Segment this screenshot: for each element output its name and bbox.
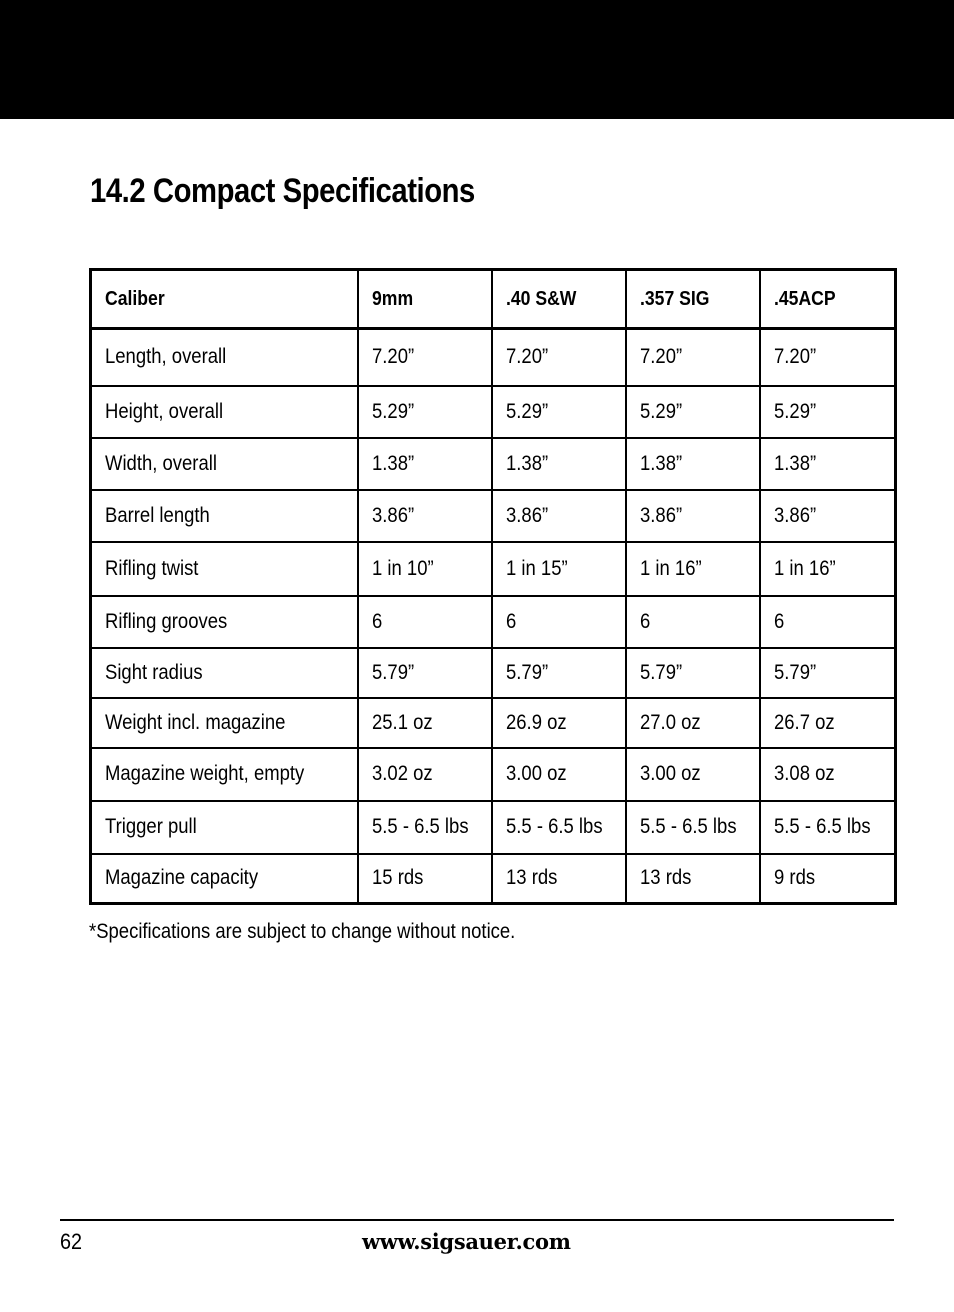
table-cell: 27.0 oz xyxy=(626,698,760,748)
row-label-cell: Magazine weight, empty xyxy=(91,748,358,801)
row-label-cell: Sight radius xyxy=(91,648,358,698)
table-cell: 6 xyxy=(492,596,626,648)
table-cell: 9 rds xyxy=(760,854,896,904)
header-cell: Caliber xyxy=(91,270,358,329)
table-cell: 13 rds xyxy=(492,854,626,904)
table-cell: 3.02 oz xyxy=(358,748,492,801)
page-number: 62 xyxy=(60,1229,83,1254)
row-label-cell: Width, overall xyxy=(91,438,358,490)
table-cell: 7.20” xyxy=(492,329,626,386)
table-cell: 5.5 - 6.5 lbs xyxy=(492,801,626,854)
table-row xyxy=(91,748,896,801)
table-cell: 3.00 oz xyxy=(626,748,760,801)
table-row xyxy=(91,438,896,490)
table-cell: 3.86” xyxy=(492,490,626,542)
table-cell: 5.5 - 6.5 lbs xyxy=(626,801,760,854)
row-label-cell: Magazine capacity xyxy=(91,854,358,904)
header-cell: .40 S&W xyxy=(492,270,626,329)
table-cell: 6 xyxy=(358,596,492,648)
table-cell: 15 rds xyxy=(358,854,492,904)
header-band xyxy=(0,0,954,119)
row-label-cell: Rifling twist xyxy=(91,542,358,596)
table-row xyxy=(91,329,896,386)
table-cell: 26.9 oz xyxy=(492,698,626,748)
table-cell: 5.29” xyxy=(358,386,492,438)
table-cell: 7.20” xyxy=(760,329,896,386)
table-cell: 3.86” xyxy=(626,490,760,542)
row-label-cell: Trigger pull xyxy=(91,801,358,854)
row-label-cell: Barrel length xyxy=(91,490,358,542)
table-cell: 26.7 oz xyxy=(760,698,896,748)
header-cell: .357 SIG xyxy=(626,270,760,329)
table-cell: 7.20” xyxy=(626,329,760,386)
table-cell: 1.38” xyxy=(358,438,492,490)
table-cell: 13 rds xyxy=(626,854,760,904)
table-cell: 5.29” xyxy=(492,386,626,438)
table-row xyxy=(91,386,896,438)
table-cell: 25.1 oz xyxy=(358,698,492,748)
table-row xyxy=(91,542,896,596)
table-cell: 5.5 - 6.5 lbs xyxy=(760,801,896,854)
specifications-table xyxy=(89,268,897,905)
table-cell: 1.38” xyxy=(492,438,626,490)
table-cell: 1 in 15” xyxy=(492,542,626,596)
table-header-row xyxy=(91,270,896,329)
table-cell: 3.08 oz xyxy=(760,748,896,801)
header-cell: 9mm xyxy=(358,270,492,329)
row-label-cell: Height, overall xyxy=(91,386,358,438)
table-row xyxy=(91,698,896,748)
footer-divider xyxy=(60,1219,894,1221)
row-label-cell: Rifling grooves xyxy=(91,596,358,648)
table-cell: 6 xyxy=(760,596,896,648)
table-cell: 5.29” xyxy=(626,386,760,438)
row-label-cell: Length, overall xyxy=(91,329,358,386)
row-label-cell: Weight incl. magazine xyxy=(91,698,358,748)
table-row xyxy=(91,854,896,904)
footnote: *Specifications are subject to change without notice. xyxy=(89,920,516,943)
table-cell: 1 in 16” xyxy=(760,542,896,596)
table-row xyxy=(91,596,896,648)
table-row xyxy=(91,648,896,698)
table-cell: 3.86” xyxy=(760,490,896,542)
page-title: 14.2 Compact Specifications xyxy=(90,172,475,210)
table-cell: 5.5 - 6.5 lbs xyxy=(358,801,492,854)
table-cell: 1.38” xyxy=(760,438,896,490)
header-cell: .45ACP xyxy=(760,270,896,329)
table-cell: 7.20” xyxy=(358,329,492,386)
table-row xyxy=(91,801,896,854)
footer-url: www.sigsauer.com xyxy=(362,1229,571,1254)
table-cell: 5.79” xyxy=(492,648,626,698)
table-cell: 1.38” xyxy=(626,438,760,490)
table-cell: 6 xyxy=(626,596,760,648)
table-row xyxy=(91,490,896,542)
table-cell: 3.86” xyxy=(358,490,492,542)
table-cell: 3.00 oz xyxy=(492,748,626,801)
table-cell: 5.79” xyxy=(358,648,492,698)
table-cell: 1 in 10” xyxy=(358,542,492,596)
table-cell: 5.29” xyxy=(760,386,896,438)
table-cell: 5.79” xyxy=(760,648,896,698)
table-cell: 5.79” xyxy=(626,648,760,698)
table-cell: 1 in 16” xyxy=(626,542,760,596)
